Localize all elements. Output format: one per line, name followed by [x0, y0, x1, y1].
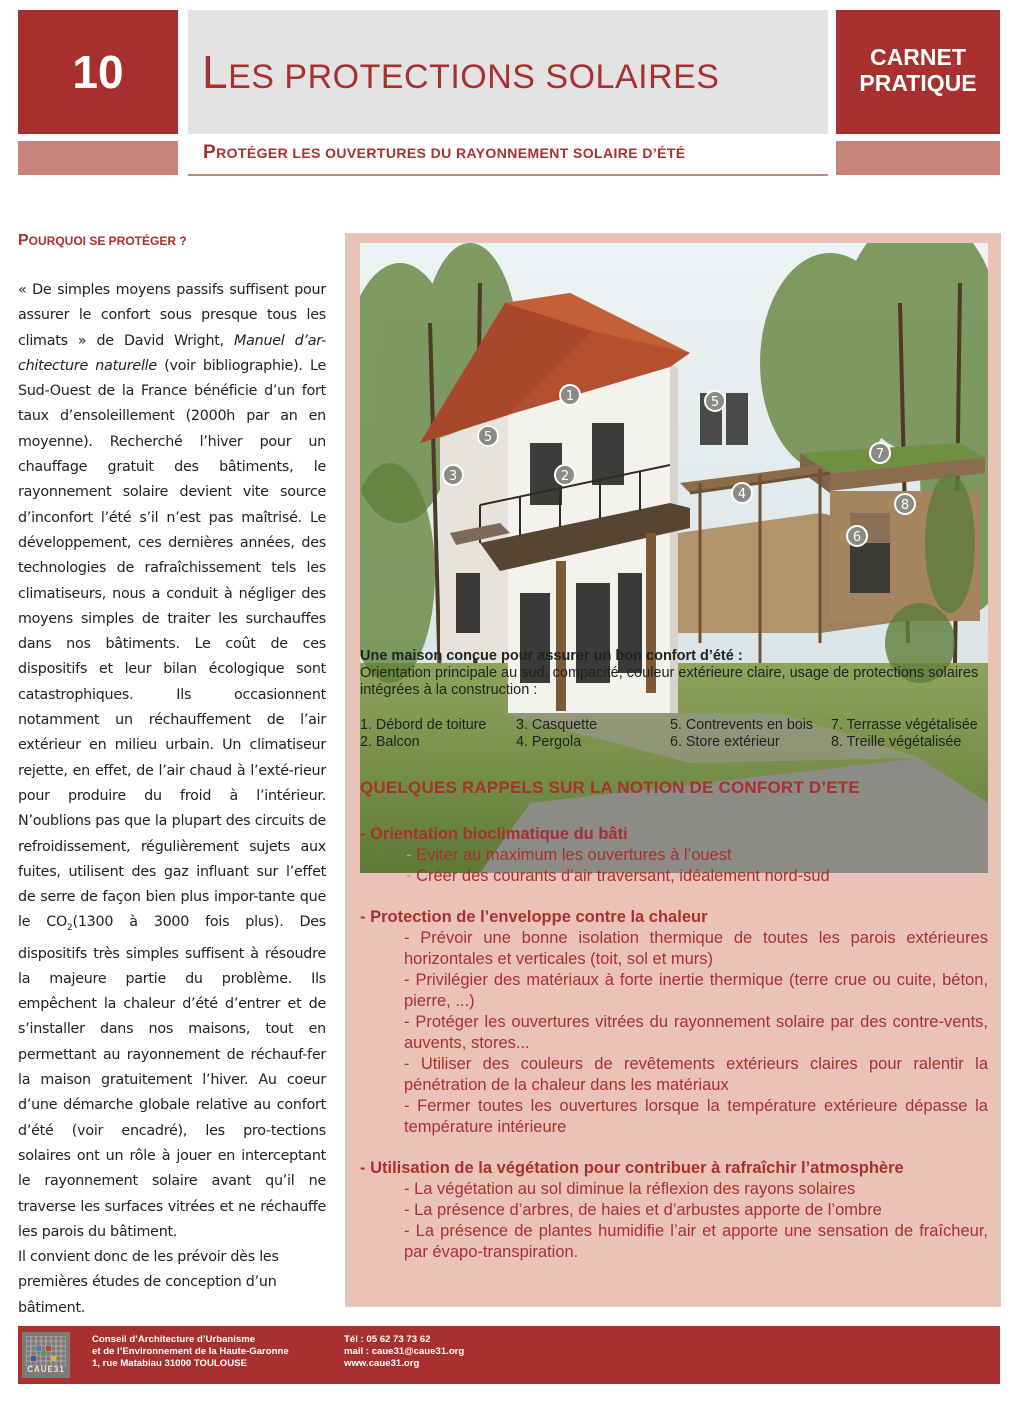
legend-item-1: 1. Débord de toiture	[360, 717, 487, 733]
footer	[18, 1326, 1000, 1384]
carnet-line2: PRATIQUE	[859, 70, 977, 96]
title-box	[188, 10, 828, 134]
rappels-title: QUELQUES RAPPELS SUR LA NOTION DE CONFORT D’ETE	[360, 778, 860, 797]
legend-item-6: 6. Store extérieur	[670, 734, 780, 750]
page-title	[202, 45, 719, 99]
email-link[interactable]: mail : caue31@caue31.org	[344, 1346, 465, 1357]
legend-col-3	[670, 717, 813, 751]
page-number: 10	[72, 46, 124, 98]
heading-initial: P	[18, 232, 29, 249]
legend-item-4: 4. Pergola	[516, 734, 582, 750]
section-heading	[18, 232, 326, 250]
left-column	[18, 232, 326, 1321]
caption-text: Orientation principale au sud, compacité, couleur extérieure claire, usage de protections solaires intégrées à la construction :	[360, 665, 979, 698]
illustration-caption	[360, 648, 1000, 699]
phone-number: Tél : 05 62 73 73 62	[344, 1334, 431, 1345]
footer-contact	[344, 1334, 464, 1370]
carnet-line1: CARNET	[870, 44, 966, 70]
logo-grid-icon	[26, 1336, 66, 1366]
svg-text:4: 4	[737, 487, 747, 502]
marker-2	[555, 465, 575, 485]
caue31-logo	[22, 1332, 70, 1378]
list-item: - Fermer toutes les ouvertures lorsque la température extérieure dépasse la température intérieure	[404, 1097, 988, 1136]
dash-mark: -	[406, 846, 417, 864]
page-subtitle	[203, 142, 686, 164]
heading-rest: OURQUOI SE PROTÉGER ?	[28, 234, 187, 248]
carnet-pratique-box	[836, 10, 1000, 134]
item-text: Créer des courants d’air traversant, idéalement nord-sud	[416, 867, 830, 885]
marker-7	[870, 443, 890, 463]
list-item: - Prévoir une bonne isolation thermique de toutes les parois extérieures horizontales et verticales (toit, sol et murs)	[404, 929, 988, 968]
title-initial: L	[202, 46, 229, 98]
list-item: - La présence d’arbres, de haies et d’arbustes apporte de l’ombre	[404, 1201, 882, 1219]
caption-title: Une maison conçue pour assurer un bon confort d’été :	[360, 648, 743, 664]
list-item: - Utiliser des couleurs de revêtements extérieurs claires pour ralentir la pénétration de la chaleur dans les matériaux	[404, 1055, 988, 1094]
item-text: Eviter au maximum les ouvertures à l’ouest	[416, 846, 732, 864]
svg-text:8: 8	[900, 498, 910, 513]
svg-text:3: 3	[448, 469, 458, 484]
marker-5b	[705, 391, 725, 411]
list-item	[360, 866, 988, 887]
marker-1	[560, 385, 580, 405]
body-paragraph-2: Il convient donc de les prévoir dès les premières études de conception d’un bâtiment.	[18, 1249, 279, 1316]
marker-8	[895, 494, 915, 514]
legend-item-2: 2. Balcon	[360, 734, 420, 750]
footer-address	[92, 1334, 289, 1370]
p1-part-a: « De simples moyens passifs suffisent pour assurer le confort sous presque tous les climats » de David Wright,	[18, 282, 326, 349]
address-line-2: et de l’Environnement de la Haute-Garonne	[92, 1346, 289, 1357]
svg-text:1: 1	[565, 389, 575, 404]
list-item: - Privilégier des matériaux à forte inertie thermique (terre crue ou cuite, béton, pierre, ...)	[404, 971, 988, 1010]
subtitle-rest: ROTÉGER LES OUVERTURES DU RAYONNEMENT SOLAIRE D’ÉTÉ	[216, 145, 686, 161]
book-title: Manuel d’ar-chitecture naturelle	[18, 332, 326, 374]
marker-6	[847, 526, 867, 546]
co2-subscript: 2	[67, 923, 73, 934]
p1-part-b: (voir bibliographie). Le Sud-Ouest de la France bénéficie d’un fort taux d’ensoleillement (2000h par an en moyenne). Recherché l’hiver pour un chauffage gratuit des bâtiments, le rayonnement solaire devient vite source d’inconfort l’été s’il n’est pas maîtrisé. Le développement, ces dernières années, des technologies de rafraîchissement tels les climatiseurs, nous a conduit à négliger des moyens simples de traiter les surchauffes dans nos bâtiments. Le coût de ces dispositifs et leur bilan écologique sont catastrophiques. Ils occasionnent notamment un réchauffement de l’air extérieur en milieu urbain. Un climatiseur rejette, en effet, de l’air chaud à l’exté-rieur pour produire du froid à l’intérieur. N’oublions pas que la plupart des circuits de refroidissement, régulièrement sujets aux fuites, utilisent des gaz influant sur l’effet de serre de façon bien plus impor-tante que le CO	[18, 357, 326, 931]
logo-label: CAUE31	[27, 1365, 65, 1374]
subtitle-left-band	[18, 141, 178, 175]
rappels-section-orientation	[360, 824, 988, 887]
website-link[interactable]: www.caue31.org	[344, 1358, 420, 1369]
marker-5a	[478, 426, 498, 446]
svg-text:6: 6	[852, 530, 862, 545]
svg-text:5: 5	[710, 395, 720, 410]
rappels-section-vegetation	[360, 1158, 988, 1263]
legend-item-7: 7. Terrasse végétalisée	[831, 717, 978, 733]
subtitle-rule	[188, 174, 828, 176]
rappels-section-enveloppe	[360, 907, 988, 1138]
rappels-box	[360, 778, 988, 1283]
marker-4	[732, 483, 752, 503]
svg-text:5: 5	[483, 430, 493, 445]
list-item: - La présence de plantes humidifie l’air et apporte une sensation de fraîcheur, par évapo-transpiration.	[404, 1222, 988, 1261]
dash-mark: -	[406, 867, 417, 885]
legend-item-8: 8. Treille végétalisée	[831, 734, 962, 750]
page-number-box	[18, 10, 178, 134]
subtitle-initial: P	[203, 142, 217, 163]
p1-part-c: (1300 à 3000 fois plus). Des dispositifs très simples suffisent à résoudre la majeure partie du problème. Ils empêchent la chaleur d’été d’entrer et de s’installer dans nos maisons, tout en permettant au rayonnement de réchauf-fer la maison gratuitement l’hiver. Au coeur d’une démarche globale relative au confort d’été (voir encadré), les pro-tections solaires ont un rôle à jouer en interceptant le rayonnement solaire avant qu’il ne traverse les surfaces vitrées et ne réchauffe les parois du bâtiment.	[18, 914, 326, 1240]
body-paragraph-1	[18, 278, 326, 1245]
title-rest: ES PROTECTIONS SOLAIRES	[228, 58, 720, 96]
list-item: - La végétation au sol diminue la réflexion des rayons solaires	[404, 1180, 856, 1198]
list-item	[360, 845, 988, 866]
section-title-orientation: - Orientation bioclimatique du bâti	[360, 825, 628, 843]
address-line-3: 1, rue Matabiau 31000 TOULOUSE	[92, 1358, 247, 1369]
legend-item-3: 3. Casquette	[516, 717, 598, 733]
legend-col-4	[831, 717, 978, 751]
address-line-1: Conseil d’Architecture d’Urbanisme	[92, 1334, 256, 1345]
section-title-vegetation: - Utilisation de la végétation pour contribuer à rafraîchir l’atmosphère	[360, 1159, 904, 1177]
svg-text:7: 7	[875, 447, 885, 462]
legend-item-5: 5. Contrevents en bois	[670, 717, 814, 733]
svg-text:2: 2	[560, 469, 570, 484]
legend-col-2	[516, 717, 597, 751]
section-title-enveloppe: - Protection de l’enveloppe contre la chaleur	[360, 908, 708, 926]
subtitle-right-band	[836, 141, 1000, 175]
legend-col-1	[360, 717, 486, 751]
marker-3	[443, 465, 463, 485]
list-item: - Protéger les ouvertures vitrées du rayonnement solaire par des contre-vents, auvents, stores...	[404, 1013, 988, 1052]
